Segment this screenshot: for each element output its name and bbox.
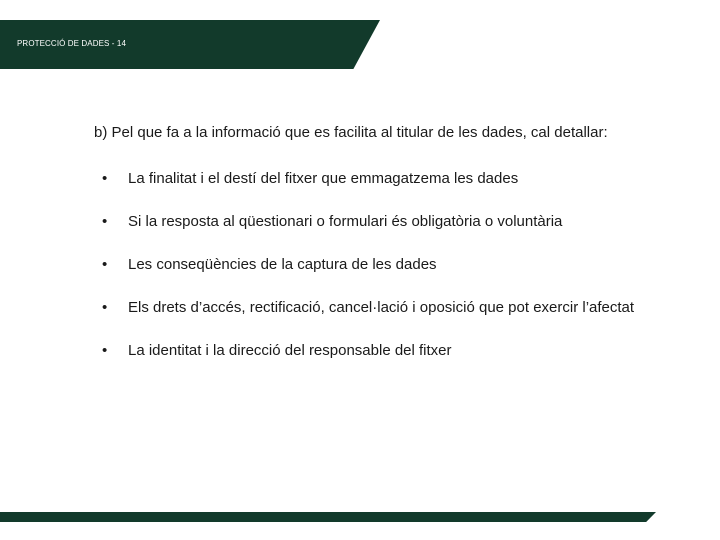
list-item (102, 254, 662, 276)
bullet-list (102, 168, 662, 383)
list-item-text: La finalitat i el destí del fitxer que emmagatzema les dades (128, 170, 519, 187)
list-item (102, 211, 662, 233)
list-item-text: Els drets d’accés, rectificació, cancel·lació i oposició que pot exercir l’afectat (128, 299, 635, 316)
list-item-text: Les conseqüències de la captura de les dades (128, 256, 437, 273)
bullet-icon: • (102, 342, 108, 359)
bullet-icon: • (102, 213, 108, 230)
list-item (102, 340, 662, 362)
bullet-icon: • (102, 170, 108, 187)
bullet-icon: • (102, 299, 108, 316)
bullet-icon: • (102, 256, 108, 273)
list-item (102, 168, 662, 190)
list-item-text: Si la resposta al qüestionari o formulari és obligatòria o voluntària (128, 213, 563, 230)
list-item-text: La identitat i la direcció del responsable del fitxer (128, 342, 452, 359)
slide-header-label: PROTECCIÓ DE DADES - 14 (17, 39, 126, 48)
list-item (102, 297, 662, 319)
intro-text: b) Pel que fa a la informació que es facilita al titular de les dades, cal detallar: (94, 124, 608, 141)
footer-bar (0, 512, 656, 522)
